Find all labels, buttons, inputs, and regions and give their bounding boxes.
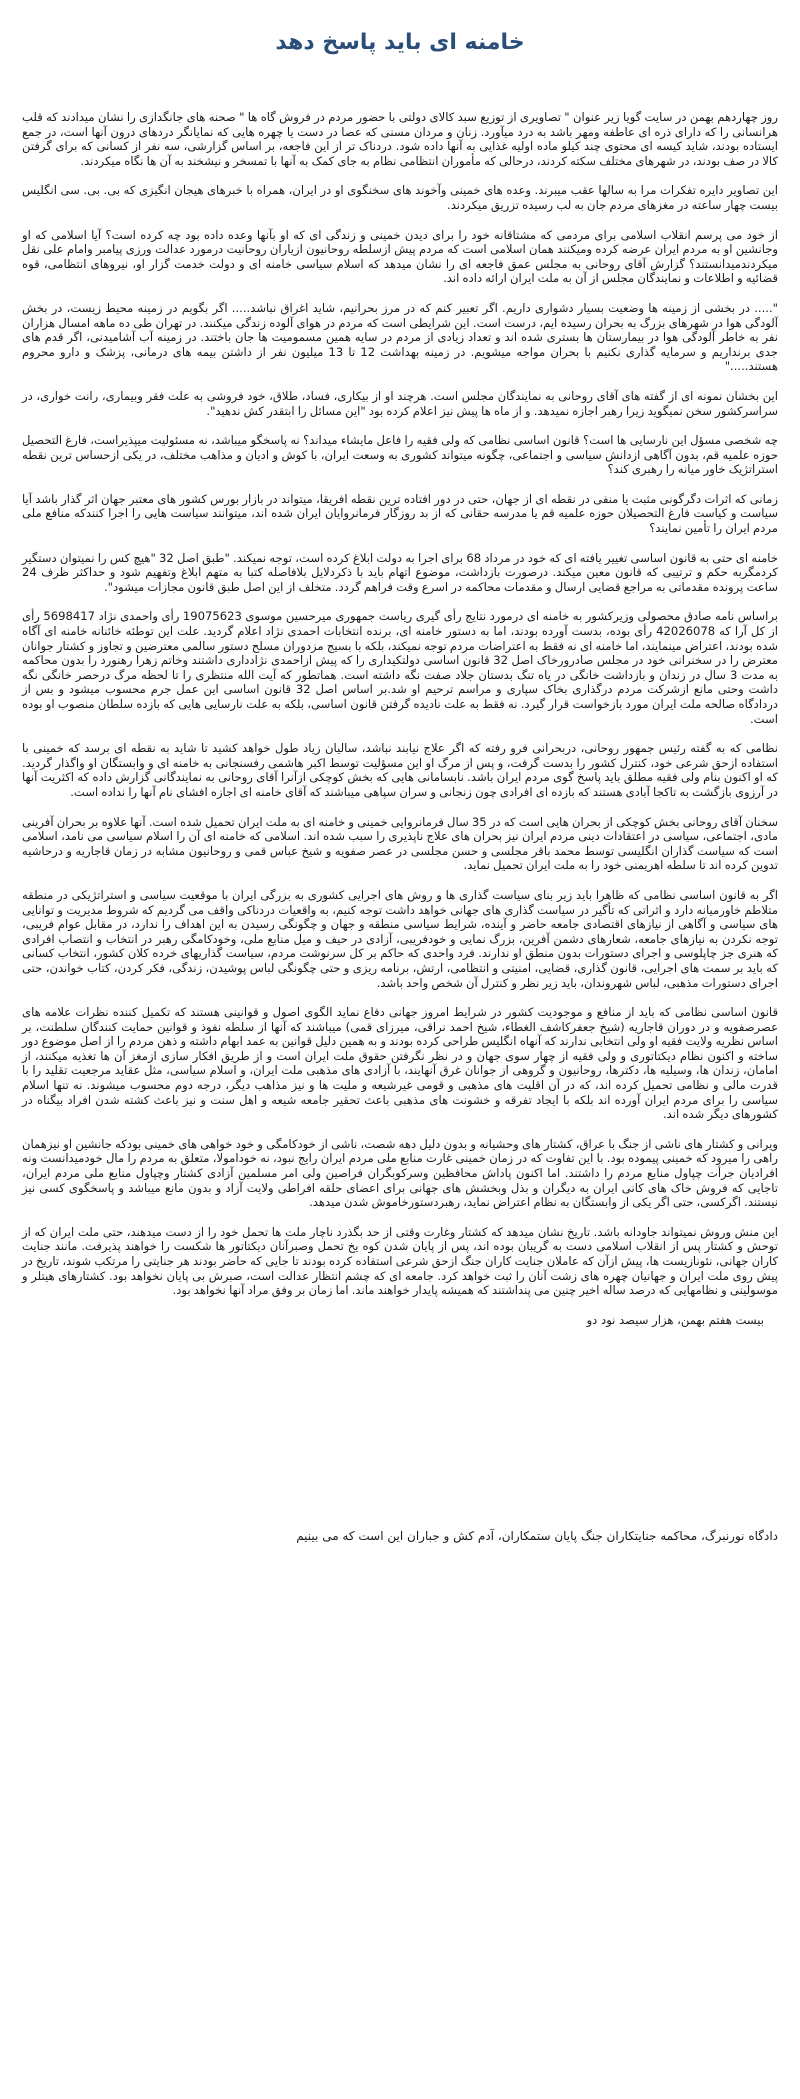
page-title: خامنه ای باید پاسخ دهد (275, 30, 525, 55)
article-paragraph-14: ویرانی و کشتار های ناشی از جنگ با عراق، کشتار های وحشیانه و بدون دلیل دهه شصت، ناشی از خودکامگی و خود خواهی های خمینی بودکه جانشین او نیزهمان راهی را میرود که خمینی پیموده بود. با این تفاوت که در زمان خمینی غارت منابع ملی مردم ایران رایج نبود، نه خودامولا، متعلق به مردم را مال خودمیدانست ونه افرادیان جرأت چپاول منابع مردم را داشتند. اما اکنون پاداش محافظین وسرکوبگران فراصین ولی امر مسلمین آزادی کشتار وچپاول منابع ملی مردم ایران، تاجایی که فروش خاک های کانی ایران به دیگران و بذل وبخشش های جهانی برای اعضای حلقه افراطی ولایت آزاد و بدون مانع میباشد و پاسخگوی کسی نیز نیستند. اگرکسی، حتی اگر یکی از وابستگان به نظام اعتراض نماید، رهبردستورخاموش شدن میدهد. (22, 1136, 778, 1210)
article-paragraph-9: براساس نامه صادق محصولی وزیرکشور به خامنه ای درمورد نتایج رأی گیری ریاست جمهوری میرحسین موسوی 19075623 رأی واحمدی نژاد 5698417 رأی از کل آرا که 42026078 رأی بوده، بدست آورده بودند، اما به دستور خامنه ای، برنده انتخابات احمدی نژاد اعلام گردید. علت این توطئه خائنانه خامنه ای آگاه شده بودند، اعتراض مینمایند، اما خامنه ای نه فقط به اعتراضات مردم توجه نمیکند، بلکه با بسیج مزدوران مسلح دستور سالمی معترضین و تجاوز و کشتار جوانان معترض را در سخنرانی خود در مجلس صادرورخاک اصل 32 قانون اساسی دولتکیداری را که پیش ازاحمدی نژادداری داشتند وخاتم زهرا رهنورد را بدون محاکمه به مدت 3 سال در زندان و بازداشت خانگی در یاه تنگ بدستان جلاد صفت نگه داشته است. هماتطور که آیت الله منتظری را تا لحظه مرگ درحصر خانگی نگه داشت وحتی مانع ازشرکت مردم درگذاری بخاک سپاری و مراسم ترحیم او شد.بر اساس اصل 32 قانون اساسی این عمل جرم محسوب میشود و بس از دردادگاه صالحه ملت ایران مورد بازخواست قرار گیرد. نه فقط به علت نادیده گرفتن قانون اساسی، بلکه به علت نارسایی هایی که بازده سلطان منصوب او بوده است. (22, 609, 779, 726)
quote-paragraph: "..... در بخشی از زمینه ها وضعیت بسیار دشواری داریم. اگر تعبیر کنم که در مرز بحرانیم، شاید اغراق نباشد..... اگر بگویم در زمینه محیط زیست، در بخش آلودگی هوا در شهرهای بزرگ به بحران رسیده ایم، درست است. این شرایطی است که مردم در هوای آلوده زندگی میکنند. در تهران طی ده ماهه امسال هزاران نفر به خاطر آلودگی هوا در بیمارستان ها بستری شده اند و تعداد زیادی از مردم در سایه همین مسمومیت ها جان باختند. در زمینه آب آشامیدنی، اگر قدم های جدی برنداریم و سرمایه گذاری نکنیم با بحران مواجه میشویم. در زمینه بهداشت 12 تا 13 میلیون نفر از داشتن بیمه های درمانی، پزشک و دارو محروم هستند....." (22, 300, 778, 374)
article-paragraph-10: نظامی که به گفته رئیس جمهور روحانی، دربحرانی فرو رفته که اگر علاج نیابند نباشد، سالیان زیاد طول خواهد کشید تا شاید به نقطه ای برسد که خمینی با استفاده ازحق شرعی خود، کنترل کشور را بدست گرفت، و پس از مرگ او این مسؤلیت توسط اکبر هاشمی رفسنجانی به خامنه ای و وابستگان او واگذار گردید. که او اکنون بنام ولی فقیه مطلق باید پاسخ گوی مردم ایران باشد. نابسامانی هایی که بخش کوچکی ازآنرا آقای روحانی به نمایندگانی گزارش داده که اکثریت آنها در آرزوی بازگشت به تاکجا آبادی هستند که بازده ای افرادی چون زنجانی و سران سپاهی میباشند که آقای خامنه ای اجازه افشای نام آنها را نداده است. (22, 741, 778, 799)
date-line: بیست هفتم بهمن، هزار سیصد نود دو (586, 1312, 764, 1327)
article-paragraph-11: سخنان آقای روحانی بخش کوچکی از بحران هایی است که در 35 سال فرمانروایی خمینی و خامنه ای به ملت ایران تحمیل شده است. آنها علاوه بر بحران آفرینی مادی، اجتماعی، سیاسی در اعتقادات دینی مردم ایران نیز بحران های علاج ناپذیری را سبب شده اند. اسلامی که خامنه ای آن را اسلام سیاسی می نامد، اسلامی است که سیاست گذاران انگلیسی توسط محمد باقر مجلسی و حسن مجلسی در عصر صفویه و شیخ عباس قمی و روحانیون مشابه در زمان قاجاریه و درحاشیه تدوین کرده اند تا سلطه اهریمنی خود را به ملت ایران تحمیل نماید. (22, 814, 778, 873)
article-paragraph-3: از خود می پرسم انقلاب اسلامی برای مردمی که مشتاقانه خود را برای دیدن خمینی و زندگی ای که او بآنها وعده داده بود چه کرده است؟ آیا اسلامی که او وجانشین او به مردم ایران عرضه کرده ومیکنند همان اسلامی است که مردم پیش ازسلطه روحانیون ازیاران روحانیت درمورد عدالت ورزی پیامبر وامام علی نقل میکردندمیدانستند؟ گزارش آقای روحانی به مجلس عمق فاجعه ای را نشان میدهد که اسلام سیاسی خامنه ای و دولت خدمت گزار او، نیروهای انتظامی، قوه قضائیه و اطلاعات و نمایندگان مجلس از آن به ملت ایران ارائه داده اند. (22, 227, 778, 286)
footer-caption: دادگاه نورنبرگ، محاکمه جنایتکاران جنگ پایان ستمکاران، آدم کش و جباران این است که می بینیم (296, 1529, 778, 1543)
article-paragraph-13: قانون اساسی نظامی که باید از منافع و موجودیت کشور در شرایط امروز جهانی دفاع نماید الگوی اصول و قوانینی هستند که تکمیل کننده نظرات علامه های عصرصفویه و در دوران قاجاریه (شیخ جعفرکاشف الغطاء، شیخ احمد نراقی، میرزای قمی) میباشند که آنها از سلطه نفوذ و قوانین حمایت کنندگان سلطنت، بر اساس نظریه ولایت فقیه او ولی انتخابی ندارند که آنهاه انگلیس طراحی کرده بودند و به همین دلیل قوانین به عمد ابهام داشته و ذهن مردم را از اصل موضوع دور ساخته و اکنون نظام دیکتاتوری و ولی فقیه از چهار سوی جهان و در نظر نگرفتن حقوق ملت ایران است و از طریق افکار سازی ازمغز آن ها تغذیه میکنند، از امامان، زندان ها، وسیلیه ها، دکترها، روحانیون و گروهی از جوانان غرق آنهایند، با آزادی های مذهبی ملت ایران، و اسلام سیاسی، مثل عقاید مرجعیت تقلید را با قدرت مالی و نظامی تحمیل کرده اند، که در آن اقلیت های مذهبی و قومی غیرشیعه و ملیت ها و نیز مذاهب دیگر، درجه دوم محسوب میشوند. نه تنها اسلام سیاسی را برای مردم ایران آورده اند بلکه با ایجاد تفرقه و خشونت های مذهبی باعث تحقیر جامعه شیعه و اهل سنت و نیز باعث کشته شدن افراد بیگناه در کشورهای دیگر شده اند. (22, 1005, 778, 1122)
article-paragraph-1: روز چهاردهم بهمن در سایت گویا زیر عنوان " تصاویری از توزیع سبد کالای دولتی با حضور مردم در فروش گاه ها " صحنه های جانگدازی را نشان میدادند که قلب هرانسانی را که دارای ذره ای عاطفه ومهر باشد به درد میآورد. زنان و مردان مسنی که عصا در دست یا چهره هایی که نمایانگر دردهای درون آنها است، در جمع ایستاده بودند، شاید کیسه ای محتوی چند کیلو ماده اولیه غذایی به آنها داده شود. دردناک تر از این فاجعه، بر اساس گزارشی، سه نفر از کسانی که برای گرفتن کالا در صف بودند، در شهرهای مختلف سکته کردند، درحالی که مأموران انتظامی نظام به جای کمک به آنها با تمسخر و نیشخند به آن ها نگاه میکردند. (22, 110, 778, 168)
article-paragraph-2: این تصاویر دایره تفکرات مرا به سالها عقب میبرند. وعده های خمینی وآخوند های سخنگوی او در ایران، همراه با خبرهای هیجان انگیزی که بی. بی. سی انگلیس بیست چهار ساعته در مغزهای مردم جان به لب رسیده تزریق میکردند. (22, 183, 778, 212)
article-paragraph-7: زمانی که اثرات دگرگونی مثبت یا منفی در نقطه ای از جهان، حتی در دور افتاده ترین نقطه افریقا، میتواند در بازار بورس کشور های معتبر جهان اثر گذار باشد آیا سیاست و کیاست فارغ التحصیلان حوزه علمیه قم یا مدرسه حقانی که از بد روزگار فرمانروایان ایران شده اند، میتوانند سیاست هایی را اجرا کنندکه منافع ملی مردم ایران را تأمین نمایند؟ (22, 491, 778, 536)
article-paragraph-5: این بخشان نمونه ای از گفته های آقای روحانی به نمایندگان مجلس است. هرچند او از بیکاری، فساد، طلاق، خود فروشی به علت فقر وبیماری، رانت خواری، در سراسرکشور سخن نمیگوید زیرا رهبر اجازه نمیدهد. و از ماه ها پیش نیز اعلام کرده بود "این مسائل را ابتقدر کش ندهید". (22, 388, 778, 418)
article-paragraph-8: خامنه ای حتی به قانون اساسی تغییر یافته ای که خود در مرداد 68 برای اجرا به دولت ابلاغ کرده است، توجه نمیکند. "طبق اصل 32 "هیچ کس را نمیتوان دستگیر کردمگربه حکم و ترتیبی که قانون معین میکند. درصورت بازداشت، موضوع اتهام باید با ذکردلایل بلافاصله کتبا به متهم ابلاغ وتفهیم شود و حداکثر ظرف 24 ساعت پرونده مقدماتی به مراجع قضایی ارسال و مقدمات محاکمه در اسرع وقت فراهم گردد. متخلف از این اصل طبق قانون مجازات میشود". (22, 550, 778, 594)
article-paragraph-6: چه شخصی مسؤل این نارسایی ها است؟ قانون اساسی نظامی که ولی فقیه را فاعل مایشاء میداند؟ نه پاسخگو میباشد، نه مسئولیت میپذیراست، فارغ التحصیل حوزه علمیه قم، بدون آگاهی ازدانش سیاسی و اجتماعی، چگونه میتواند کشوری به وسعت ایران، با کوش و ادیان و مذاهب مختلف، در یکی ازحساس ترین نقطه استراتژیک خاور میانه را رهبری کند؟ (22, 433, 778, 477)
article-paragraph-12: اگر به قانون اساسی نظامی که ظاهرا باید زیر بنای سیاست گذاری ها و روش های اجرایی کشوری به بزرگی ایران با موقعیت سیاسی و استراتژیکی در منطقه متلاطم خاورمیانه دارد و اثراتی که تأگیر در سیاست گذاری های جهانی خواهد داشت توجه کنیم، به واقعیات دردناکی واقف می گردیم که شروط مدیریت و توانایی های سیاسی و آگاهی از نیازهای اقتصادی جامعه حاضر و آینده، شرایط سیاسی منطقه و جهان و چگونگی رسیدن به این اهداف را ندارد، در مقابل عوام فریبی، توجه نکردن به نیازهای جامعه، شعارهای دشمن آفرین، بزرگ نمایی و خودفریبی، آزادی در حیف و میل منابع ملی، وخودکامگی رهبر در انتخاب و انتصاب افرادی که هنری جز چاپلوسی و اجرای دستورات بدون منطق او ندارند. فرد واحدی که حاکم بر کل سرنوشت مردم، سیاست گذاریهای خرده کلان کشور، انتخاب کسانی که باید بر سمت های اجرایی، قانون گذاری، قضایی، امنیتی و انتظامی، ارتش، برنامه ریزی و حتی چگونگی لباس پوشیدن، زندگی، فکر کردن، کتاب خواندن، حتی اجرای دستورات مذهبی، لباس شهروندان، باید زیر نظر و کنترل آن شخص واحد باشد. (22, 887, 778, 990)
article-paragraph-15: این منش وروش نمیتواند جاودانه باشد. تاریخ نشان میدهد که کشتار وغارت وقتی از حد بگذرد ناچار ملت ها تحمل خود را از دست میدهند، حتی ملت ایران که از توحش و کشتار پس از انقلاب اسلامی دست به گریبان بوده اند، پس از پایان شدن کوه یخ تحمل وصبرآنان دیکتاتور ها شکست را خواهند پذیرفت. مانند جنایت کاران جهانی، نئونازیست ها، پیش ازآن که عاملان جنایت کاران جنگ ازحق شرعی استفاده کرده بودند تا جایی که حاضر بودند هر جنایتی را مرتکب شوند، تاریخ در پیش روی ملت ایران و جهانیان چهره های زشت آنان را ثبت خواهد کرد. جامعه ای که چشم انتظار عدالت است، صبرش بی پایان نخواهد بود. کشتارهای هیتلر و موسولینی و نظامهایی که درصد ساله اخیر چنین می پنداشتند که همیشه پایدار خواهند ماند. اما زمان بر وفق مراد آنها نخواهد بود. (22, 1224, 778, 1298)
